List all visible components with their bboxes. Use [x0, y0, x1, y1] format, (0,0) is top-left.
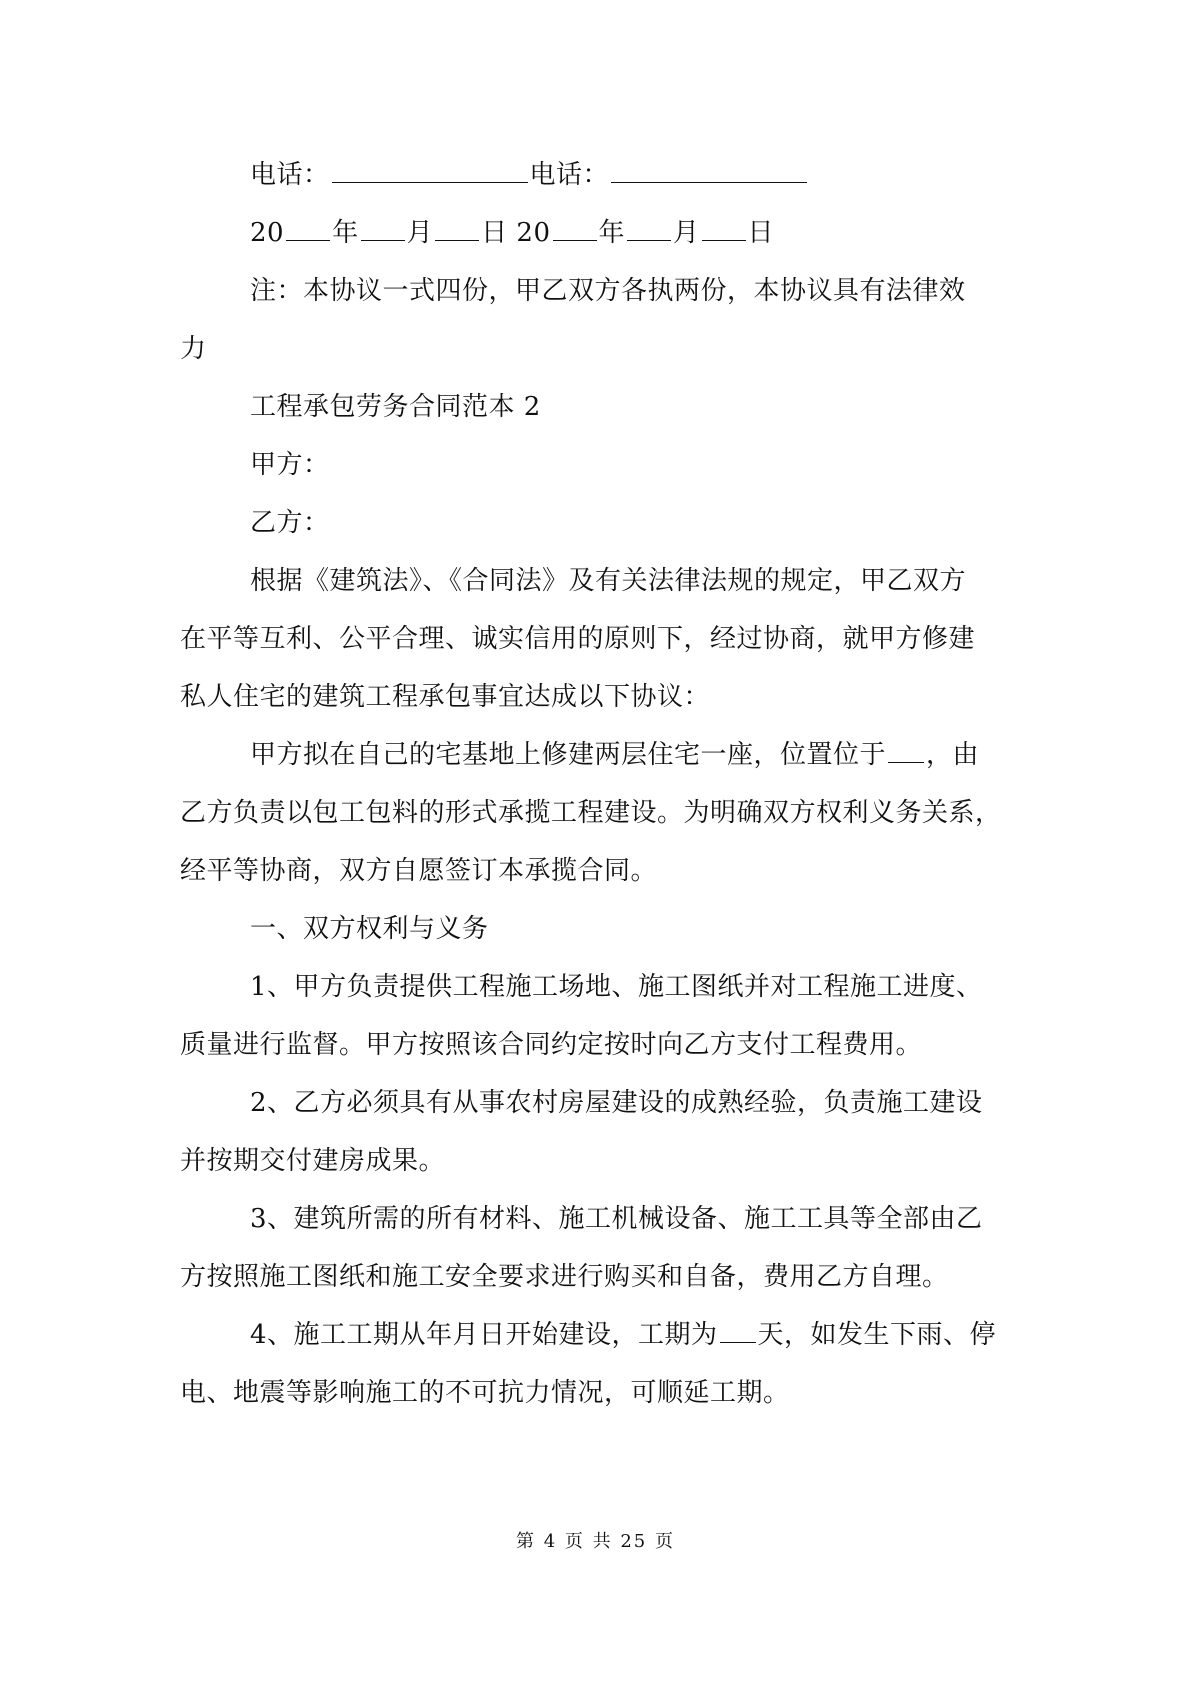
- item-2-line-1: 2、乙方必须具有从事农村房屋建设的成熟经验，负责施工建设: [250, 1088, 983, 1118]
- contract-title: 工程承包劳务合同范本 2: [250, 392, 541, 422]
- location-line-3: 经平等协商，双方自愿签订本承揽合同。: [180, 856, 658, 886]
- phone-blank-party-b: [611, 160, 807, 183]
- item-2-line-2: 并按期交付建房成果。: [180, 1146, 446, 1176]
- item-3-line-2: 方按照施工图纸和施工安全要求进行购买和自备，费用乙方自理。: [180, 1262, 949, 1292]
- date-year-prefix-a: 20: [250, 218, 285, 248]
- document-body: [180, 146, 1020, 1422]
- location-line-1: [180, 726, 1020, 784]
- location-text-before: 甲方拟在自己的宅基地上修建两层住宅一座，位置位于: [250, 740, 887, 770]
- intro-line-3: 私人住宅的建筑工程承包事宜达成以下协议：: [180, 682, 711, 712]
- item-3-line-1: 3、建筑所需的所有材料、施工机械设备、施工工具等全部由乙: [250, 1204, 983, 1234]
- phone-row: [180, 146, 1020, 204]
- date-month-blank-a: [361, 218, 405, 241]
- item-4-text-after: 天，如发生下雨、停: [757, 1320, 997, 1350]
- page-indicator: 第 4 页 共 25 页: [516, 1531, 675, 1552]
- date-month-char-a: 月: [406, 218, 434, 248]
- date-year-blank-a: [286, 218, 330, 241]
- party-a-label: 甲方：: [250, 450, 330, 480]
- location-line-2: 乙方负责以包工包料的形式承揽工程建设。为明确双方权利义务关系，: [180, 798, 1002, 828]
- intro-line-2: 在平等互利、公平合理、诚实信用的原则下，经过协商，就甲方修建: [180, 624, 976, 654]
- item-4-text-before: 4、施工工期从年月日开始建设，工期为: [250, 1320, 718, 1350]
- item-4-line-1: [180, 1306, 1020, 1364]
- date-day-blank-a: [435, 218, 479, 241]
- item-1-line-2: 质量进行监督。甲方按照该合同约定按时向乙方支付工程费用。: [180, 1030, 923, 1060]
- location-blank: [888, 740, 924, 763]
- location-text-after: ，由: [926, 740, 980, 770]
- phone-label-party-a: 电话：: [250, 160, 330, 190]
- date-year-char-b: 年: [598, 218, 626, 248]
- note-line-2: 力: [180, 334, 207, 364]
- phone-label-party-b: 电话：: [529, 160, 610, 190]
- section-1-title: 一、双方权利与义务: [250, 914, 489, 944]
- date-year-blank-b: [553, 218, 597, 241]
- note-line-1: 注：本协议一式四份，甲乙双方各执两份，本协议具有法律效: [250, 276, 966, 306]
- date-month-char-b: 月: [673, 218, 700, 248]
- duration-blank: [720, 1320, 756, 1343]
- phone-blank-party-a: [332, 160, 528, 183]
- date-year-prefix-b: 20: [516, 218, 551, 248]
- intro-line-1: 根据《建筑法》、《合同法》及有关法律法规的规定，甲乙双方: [250, 566, 967, 596]
- party-b-label: 乙方：: [250, 508, 330, 538]
- date-day-char-a: 日: [481, 218, 508, 248]
- date-day-blank-b: [702, 218, 746, 241]
- item-4-line-2: 电、地震等影响施工的不可抗力情况，可顺延工期。: [180, 1378, 790, 1408]
- item-1-line-1: 1、甲方负责提供工程施工场地、施工图纸并对工程施工进度、: [250, 972, 983, 1002]
- date-day-char-b: 日: [747, 218, 775, 248]
- date-year-char-a: 年: [332, 218, 359, 248]
- date-month-blank-b: [627, 218, 671, 241]
- date-row: [180, 204, 1020, 262]
